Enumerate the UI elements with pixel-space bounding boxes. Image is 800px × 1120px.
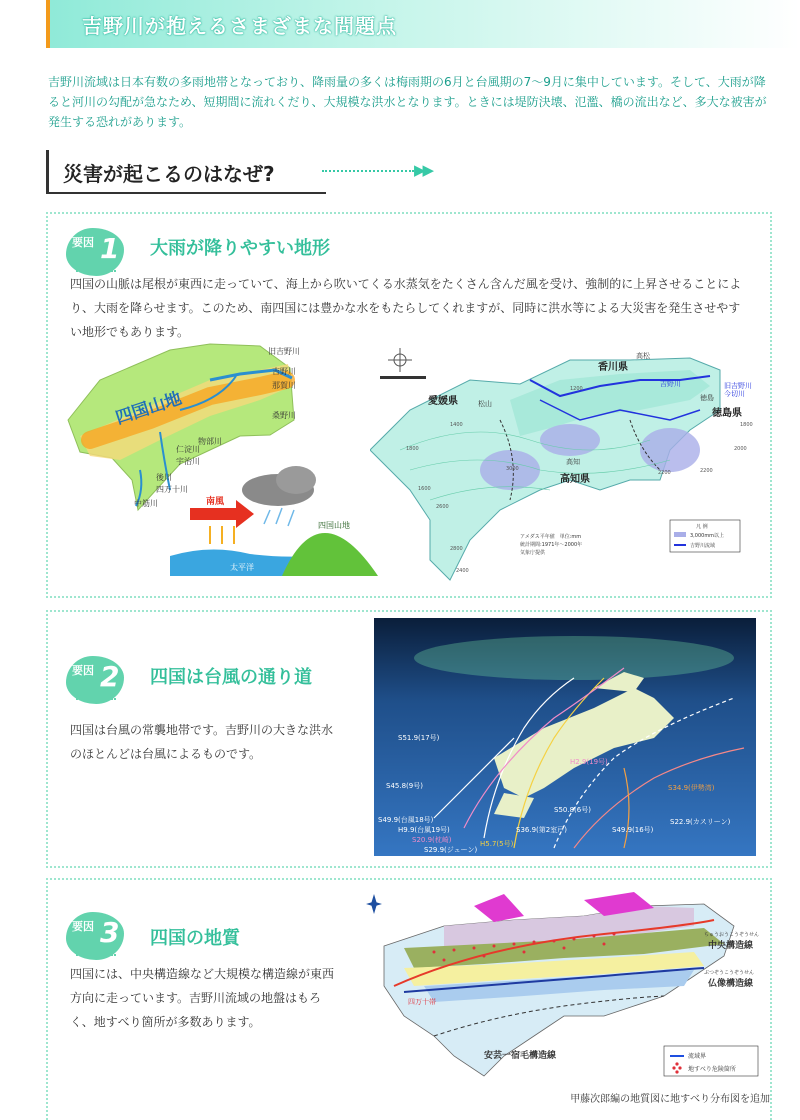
page-title: 吉野川が抱えるさまざまな問題点 [82, 14, 397, 38]
hill-label: 四国山地 [318, 521, 350, 530]
typhoon-tracks-map [374, 618, 756, 856]
contour-label: 2800 [450, 546, 463, 552]
river-label: 桑野川 [272, 411, 296, 420]
badge-number: 2 [100, 660, 120, 693]
svg-text:地すべり危険箇所: 地すべり危険箇所 [688, 1066, 736, 1073]
river-label: 旧吉野川 [724, 382, 752, 390]
badge-label: 要因 [72, 236, 94, 249]
svg-text:ぶつぞうこうぞうせん: ぶつぞうこうぞうせん [704, 970, 755, 976]
factor-badge-3 [66, 908, 126, 964]
typhoon-label: S36.9(第2室戸) [516, 826, 567, 834]
badge-number: 3 [100, 916, 120, 949]
section-title: 災害が起こるのはなぜ? [63, 162, 275, 186]
factor-title-2: 四国は台風の通り道 [150, 667, 312, 688]
wind-label: 南風 [206, 497, 225, 507]
line-label: 安芸一宿毛構造線 [484, 1051, 557, 1061]
typhoon-label: S49.9(16号) [612, 826, 654, 834]
prefecture-label: 香川県 [598, 362, 628, 373]
line-label: 中央構造線 [708, 941, 754, 951]
prefecture-label: 徳島県 [712, 408, 742, 419]
city-label: 高知 [566, 458, 580, 466]
factor-badge-2 [66, 652, 126, 708]
badge-label: 要因 [72, 920, 94, 933]
badge-tail [76, 698, 116, 706]
contour-label: 1400 [450, 422, 463, 428]
typhoon-label: H9.9(台風19号) [398, 826, 450, 834]
header-accent-bar [46, 0, 50, 48]
river-label: 宇治川 [176, 457, 200, 466]
typhoon-label: S20.9(枕崎) [412, 836, 452, 844]
hill-shape [282, 533, 378, 576]
contour-label: 1800 [406, 446, 419, 452]
line-label: 仏像構造線 [708, 979, 754, 989]
river-label: 吉野川 [660, 380, 681, 388]
sea-label: 太平洋 [230, 563, 254, 572]
contour-label: 2200 [700, 468, 713, 474]
wind-arrow [190, 508, 236, 520]
factor-title-1: 大雨が降りやすい地形 [150, 238, 330, 259]
city-label: 松山 [478, 400, 492, 408]
river-label: 仁淀川 [176, 445, 200, 454]
factor-body-2: 四国は台風の常襲地帯です。吉野川の大きな洪水のほとんどは台風によるものです。 [70, 723, 334, 761]
badge-number: 1 [100, 232, 120, 265]
shikoku-mountains-map [60, 340, 380, 590]
contour-label: 1200 [570, 386, 583, 392]
river-label: 中筋川 [134, 499, 158, 508]
map-credit: 甲藤次郎編の地質図に地すべり分布図を追加 [570, 1094, 770, 1105]
compass-icon [366, 894, 382, 914]
prefecture-label: 高知県 [560, 474, 590, 485]
contour-label: 2600 [436, 504, 449, 510]
compass-icon [388, 348, 412, 372]
svg-text:流域界: 流域界 [688, 1053, 707, 1060]
factor-title-3: 四国の地質 [150, 928, 240, 949]
contour-label: 2400 [456, 568, 469, 574]
river-label: 那賀川 [272, 381, 296, 390]
typhoon-label: H2.9(19号) [570, 758, 608, 766]
mountain-label: 四国山地 [113, 388, 185, 429]
geology-map [364, 886, 774, 1086]
svg-text:気象庁提供: 気象庁提供 [520, 550, 546, 556]
svg-text:凡 例: 凡 例 [696, 524, 708, 530]
contour-label: 1600 [418, 486, 431, 492]
typhoon-label: S49.9(台風18号) [378, 816, 434, 824]
section-dotted-line [322, 170, 414, 172]
river-label: 四万十川 [156, 485, 188, 494]
section-heading [46, 150, 326, 194]
river-label: 吉野川 [272, 367, 296, 376]
contour-label: 3000 [506, 466, 519, 472]
scale-bar [380, 376, 426, 379]
region-label: 四万十帯 [408, 998, 436, 1006]
map-legend [664, 1046, 758, 1076]
typhoon-label: S34.9(伊勢湾) [668, 784, 715, 792]
river-label: 今切川 [724, 390, 745, 398]
map-legend [670, 520, 740, 552]
river-label: 物部川 [198, 437, 222, 446]
typhoon-label: H5.7(5号) [480, 840, 514, 848]
typhoon-label: S22.9(カスリーン) [670, 818, 731, 826]
rainfall-map [370, 340, 760, 590]
contour-label: 1800 [740, 422, 753, 428]
factor-body-1: 四国の山脈は尾根が東西に走っていて、海上から吹いてくる水蒸気をたくさん含んだ風を受け、強制的に上昇させることにより、大雨を降らせます。このため、南四国には豊かな水をもたらしてくれますが、同時に洪水等による大災害を発生させやすい地形でもあります。 [70, 277, 742, 339]
typhoon-label: S50.8(6号) [554, 806, 591, 814]
svg-text:アメダス平年値 単位:mm: アメダス平年値 単位:mm [520, 534, 582, 540]
svg-text:吉野川流域: 吉野川流域 [690, 543, 716, 549]
badge-label: 要因 [72, 664, 94, 677]
factor-body-3: 四国には、中央構造線など大規模な構造線が東西方向に走っています。吉野川流域の地盤はもろく、地すべり箇所が多数あります。 [70, 967, 335, 1029]
svg-text:ちゅうおうこうぞうせん: ちゅうおうこうぞうせん [704, 932, 760, 938]
contour-label: 2200 [658, 470, 671, 476]
double-arrow-icon: ▶▶ [414, 161, 432, 179]
svg-text:統計期間:1971年〜2000年: 統計期間:1971年〜2000年 [520, 542, 583, 548]
intro-paragraph: 吉野川流域は日本有数の多雨地帯となっており、降雨量の多くは梅雨期の6月と台風期の7〜9月に集中しています。そして、大雨が降ると河川の勾配が急なため、短期間に流れくだり、大規模な洪水となります。ときには堤防決壊、氾濫、橋の流出など、多大な被害が発生する恐れがあります。 [48, 75, 767, 129]
typhoon-label: S29.9(ジューン) [424, 846, 478, 854]
river-label: 旧吉野川 [268, 347, 300, 356]
city-label: 高松 [636, 352, 650, 360]
source-note [520, 533, 582, 556]
svg-text:3,000mm以上: 3,000mm以上 [690, 533, 725, 539]
prefecture-label: 愛媛県 [428, 396, 458, 407]
badge-tail [76, 954, 116, 962]
river-label: 後川 [156, 473, 172, 482]
typhoon-label: S51.9(17号) [398, 734, 440, 742]
city-label: 徳島 [700, 394, 714, 402]
contour-label: 2000 [734, 446, 747, 452]
typhoon-label: S45.8(9号) [386, 782, 423, 790]
